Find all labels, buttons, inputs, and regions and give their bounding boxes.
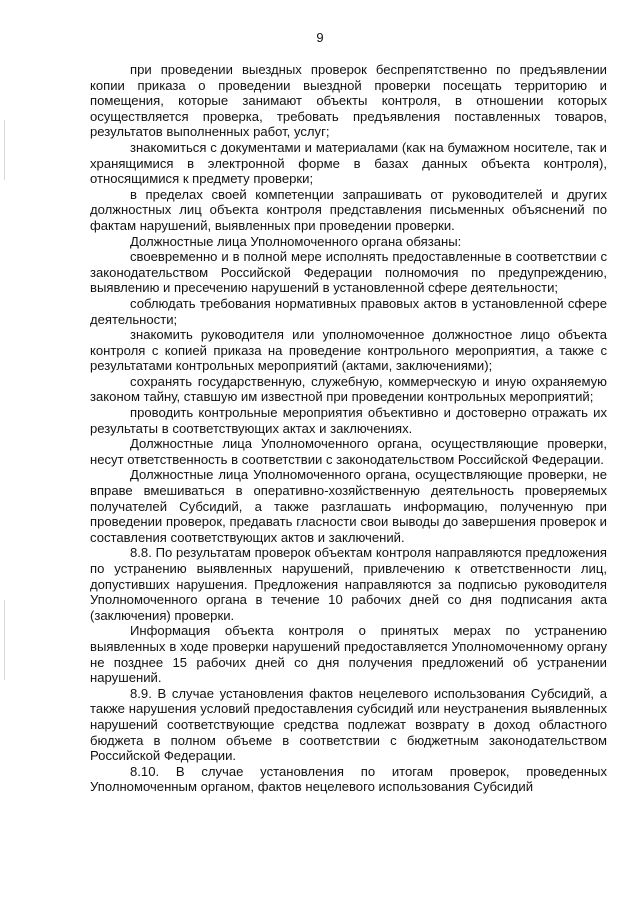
paragraph: знакомить руководителя или уполномоченное должностное лицо объекта контроля с копией приказа на проведение контрольного мероприятия, а также с результатами контрольных мероприятий (актами, заключениями); bbox=[90, 327, 607, 374]
paragraph: соблюдать требования нормативных правовых актов в установленной сфере деятельности; bbox=[90, 295, 607, 327]
paragraph: Должностные лица Уполномоченного органа, осуществляющие проверки, не вправе вмешиваться в оперативно-хозяйственную деятельность проверяемых получателей Субсидий, а также разглашать информацию, полученную при проведении проверок, предавать гласности свои выводы до завершения проверок и составления соответствующих актов и заключений. bbox=[90, 467, 607, 545]
paragraph-section-8-10: 8.10. В случае установления по итогам проверок, проведенных Уполномоченным органом, фактов нецелевого использования Субсидий bbox=[90, 763, 607, 795]
paragraph: Информация объекта контроля о принятых мерах по устранению выявленных в ходе проверки нарушений предоставляется Уполномоченному органу не позднее 15 рабочих дней со дня получения предложений об устранении нарушений. bbox=[90, 623, 607, 686]
paragraph: при проведении выездных проверок беспрепятственно по предъявлении копии приказа о проведении выездной проверки посещать территорию и помещения, которые занимают объекты контроля, в отношении которых осуществляется проверка, требовать предъявления поставленных товаров, результатов выполненных работ, услуг; bbox=[90, 62, 607, 140]
paragraph: Должностные лица Уполномоченного органа, осуществляющие проверки, несут ответственность в соответствии с законодательством Российской Федерации. bbox=[90, 436, 607, 467]
scan-edge-mark bbox=[4, 600, 5, 680]
paragraph: знакомиться с документами и материалами (как на бумажном носителе, так и хранящимися в электронной форме в базах данных объекта контроля), относящимися к предмету проверки; bbox=[90, 139, 607, 187]
scan-edge-mark bbox=[4, 120, 5, 180]
paragraph-section-8-8: 8.8. По результатам проверок объектам контроля направляются предложения по устранению выявленных нарушений, привлечению к ответственности лиц, допустивших нарушения. Предложения направляются за подписью руководителя Уполномоченного органа в течение 10 рабочих дней со дня подписания акта (заключения) проверки. bbox=[90, 545, 607, 623]
paragraph: Должностные лица Уполномоченного органа обязаны: bbox=[130, 233, 462, 249]
document-body bbox=[90, 62, 607, 795]
paragraph: сохранять государственную, служебную, коммерческую и иную охраняемую законом тайну, ставшую им известной при проведении контрольных мероприятий; bbox=[90, 373, 607, 405]
paragraph-section-8-9: 8.9. В случае установления фактов нецелевого использования Субсидий, а также нарушения условий предоставления субсидий или неустранения выявленных нарушений соответствующие средства подлежат возврату в доход областного бюджета в полном объеме в соответствии с бюджетным законодательством Российской Федерации. bbox=[90, 685, 607, 764]
paragraph: в пределах своей компетенции запрашивать от руководителей и других должностных лиц объекта контроля представления письменных объяснений по фактам нарушений, выявленных при проведении проверки. bbox=[90, 186, 607, 233]
paragraph: своевременно и в полной мере исполнять предоставленные в соответствии с законодательством Российской Федерации полномочия по предупреждению, выявлению и пресечению нарушений в установленной сфере деятельности; bbox=[90, 249, 607, 296]
paragraph: проводить контрольные мероприятия объективно и достоверно отражать их результаты в соответствующих актах и заключениях. bbox=[90, 405, 607, 436]
page-number: 9 bbox=[316, 30, 324, 45]
